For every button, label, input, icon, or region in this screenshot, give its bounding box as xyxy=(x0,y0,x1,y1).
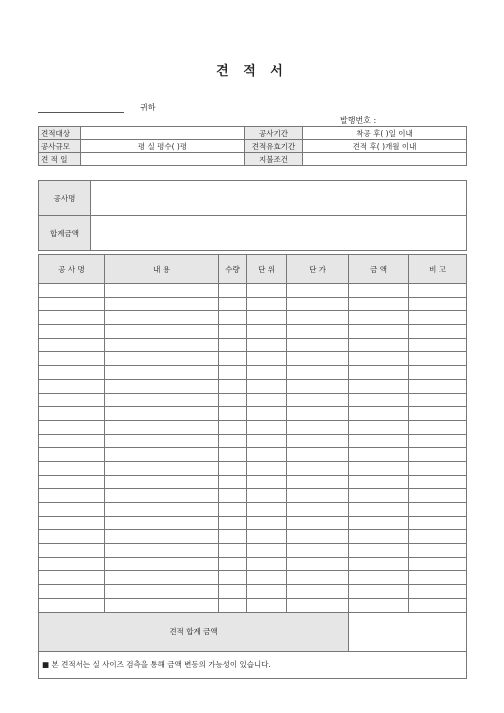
table-cell[interactable] xyxy=(39,448,105,462)
table-cell[interactable] xyxy=(409,393,467,407)
table-row xyxy=(39,379,467,393)
items-note-row xyxy=(39,651,467,678)
col-header-unit: 단 위 xyxy=(247,255,287,284)
table-cell[interactable] xyxy=(409,530,467,544)
table-cell[interactable] xyxy=(247,420,287,434)
table-cell[interactable] xyxy=(219,530,247,544)
table-cell[interactable] xyxy=(349,420,409,434)
table-cell[interactable] xyxy=(287,366,349,380)
table-cell[interactable] xyxy=(349,407,409,421)
table-cell[interactable] xyxy=(349,503,409,517)
table-cell[interactable] xyxy=(219,366,247,380)
table-cell[interactable] xyxy=(349,311,409,325)
table-cell[interactable] xyxy=(287,379,349,393)
table-cell[interactable] xyxy=(409,557,467,571)
table-cell[interactable] xyxy=(39,352,105,366)
table-cell[interactable] xyxy=(287,297,349,311)
info-value-field[interactable]: 견적 후( )개월 이내 xyxy=(303,140,467,153)
table-cell[interactable] xyxy=(247,284,287,298)
table-cell[interactable] xyxy=(287,393,349,407)
items-header-row xyxy=(39,255,467,284)
table-row xyxy=(39,530,467,544)
grand-total-label: 견적 합계 금액 xyxy=(39,612,349,651)
table-cell[interactable] xyxy=(105,284,219,298)
table-cell[interactable] xyxy=(349,585,409,599)
info-table xyxy=(38,126,467,166)
table-cell[interactable] xyxy=(247,407,287,421)
project-name-field[interactable] xyxy=(91,181,467,216)
info-value-field[interactable] xyxy=(81,127,245,140)
col-header-unit-price: 단 가 xyxy=(287,255,349,284)
table-cell[interactable] xyxy=(247,489,287,503)
table-cell[interactable] xyxy=(349,379,409,393)
table-row xyxy=(39,434,467,448)
table-cell[interactable] xyxy=(219,325,247,339)
table-row xyxy=(39,516,467,530)
table-cell[interactable] xyxy=(39,284,105,298)
table-cell[interactable] xyxy=(247,516,287,530)
table-cell[interactable] xyxy=(409,503,467,517)
table-cell[interactable] xyxy=(219,516,247,530)
table-cell[interactable] xyxy=(287,407,349,421)
table-cell[interactable] xyxy=(39,338,105,352)
table-row xyxy=(39,338,467,352)
table-cell[interactable] xyxy=(349,448,409,462)
table-cell[interactable] xyxy=(39,325,105,339)
table-cell[interactable] xyxy=(349,325,409,339)
table-cell[interactable] xyxy=(409,598,467,612)
table-cell[interactable] xyxy=(247,338,287,352)
table-cell[interactable] xyxy=(219,434,247,448)
table-cell[interactable] xyxy=(349,475,409,489)
item-rows xyxy=(39,284,467,613)
table-cell[interactable] xyxy=(409,489,467,503)
table-cell[interactable] xyxy=(105,325,219,339)
recipient-suffix: 귀하 xyxy=(140,103,156,112)
table-cell[interactable] xyxy=(39,393,105,407)
table-cell[interactable] xyxy=(219,544,247,558)
table-cell[interactable] xyxy=(287,311,349,325)
table-cell[interactable] xyxy=(39,407,105,421)
disclaimer-note: ■ 본 견적서는 실 사이즈 검측을 통해 금액 변동의 가능성이 있습니다. xyxy=(39,651,467,678)
table-cell[interactable] xyxy=(287,598,349,612)
info-row xyxy=(39,153,467,166)
table-cell[interactable] xyxy=(39,489,105,503)
table-cell[interactable] xyxy=(247,393,287,407)
table-cell[interactable] xyxy=(409,461,467,475)
table-cell[interactable] xyxy=(349,516,409,530)
table-cell[interactable] xyxy=(287,338,349,352)
table-cell[interactable] xyxy=(105,489,219,503)
table-cell[interactable] xyxy=(105,297,219,311)
table-cell[interactable] xyxy=(219,379,247,393)
table-cell[interactable] xyxy=(105,503,219,517)
table-cell[interactable] xyxy=(287,585,349,599)
table-cell[interactable] xyxy=(39,297,105,311)
table-cell[interactable] xyxy=(105,420,219,434)
table-cell[interactable] xyxy=(219,585,247,599)
table-cell[interactable] xyxy=(105,311,219,325)
table-row xyxy=(39,475,467,489)
table-cell[interactable] xyxy=(247,352,287,366)
table-row xyxy=(39,284,467,298)
table-cell[interactable] xyxy=(349,461,409,475)
table-cell[interactable] xyxy=(409,571,467,585)
table-cell[interactable] xyxy=(105,571,219,585)
table-cell[interactable] xyxy=(409,585,467,599)
table-cell[interactable] xyxy=(105,516,219,530)
table-cell[interactable] xyxy=(349,571,409,585)
table-cell[interactable] xyxy=(247,448,287,462)
table-cell[interactable] xyxy=(287,461,349,475)
table-cell[interactable] xyxy=(349,530,409,544)
total-amount-field[interactable] xyxy=(91,216,467,251)
table-cell[interactable] xyxy=(409,379,467,393)
table-row xyxy=(39,544,467,558)
table-row xyxy=(39,598,467,612)
table-cell[interactable] xyxy=(39,571,105,585)
table-cell[interactable] xyxy=(247,544,287,558)
info-row xyxy=(39,140,467,153)
col-header-content: 내 용 xyxy=(105,255,219,284)
table-cell[interactable] xyxy=(409,338,467,352)
table-cell[interactable] xyxy=(409,544,467,558)
table-cell[interactable] xyxy=(247,434,287,448)
col-header-quantity: 수량 xyxy=(219,255,247,284)
table-cell[interactable] xyxy=(219,598,247,612)
table-cell[interactable] xyxy=(349,557,409,571)
table-cell[interactable] xyxy=(409,325,467,339)
table-cell[interactable] xyxy=(349,489,409,503)
table-cell[interactable] xyxy=(247,475,287,489)
table-cell[interactable] xyxy=(105,461,219,475)
table-cell[interactable] xyxy=(39,475,105,489)
table-row xyxy=(39,448,467,462)
table-cell[interactable] xyxy=(409,311,467,325)
info-label: 공사기간 xyxy=(245,127,303,140)
table-row xyxy=(39,297,467,311)
table-cell[interactable] xyxy=(287,475,349,489)
table-cell[interactable] xyxy=(105,393,219,407)
table-cell[interactable] xyxy=(39,311,105,325)
table-cell[interactable] xyxy=(409,434,467,448)
table-cell[interactable] xyxy=(105,434,219,448)
table-cell[interactable] xyxy=(39,598,105,612)
info-value-field[interactable] xyxy=(303,153,467,166)
table-cell[interactable] xyxy=(219,503,247,517)
table-row xyxy=(39,325,467,339)
table-cell[interactable] xyxy=(409,284,467,298)
table-cell[interactable] xyxy=(39,557,105,571)
table-cell[interactable] xyxy=(105,598,219,612)
table-cell[interactable] xyxy=(219,393,247,407)
table-cell[interactable] xyxy=(105,366,219,380)
table-cell[interactable] xyxy=(349,434,409,448)
table-cell[interactable] xyxy=(105,338,219,352)
table-cell[interactable] xyxy=(287,544,349,558)
table-cell[interactable] xyxy=(287,571,349,585)
table-cell[interactable] xyxy=(409,352,467,366)
table-cell[interactable] xyxy=(349,338,409,352)
table-cell[interactable] xyxy=(39,544,105,558)
table-cell[interactable] xyxy=(39,585,105,599)
table-cell[interactable] xyxy=(39,366,105,380)
info-value-field[interactable]: 착공 후( )일 이내 xyxy=(303,127,467,140)
summary-row xyxy=(39,216,467,251)
table-cell[interactable] xyxy=(247,598,287,612)
table-cell[interactable] xyxy=(247,297,287,311)
table-cell[interactable] xyxy=(409,475,467,489)
table-cell[interactable] xyxy=(219,311,247,325)
table-cell[interactable] xyxy=(247,366,287,380)
issue-number-label: 발행번호 : xyxy=(340,116,377,125)
info-label: 견적대상 xyxy=(39,127,81,140)
items-total-row xyxy=(39,612,467,651)
table-cell[interactable] xyxy=(105,448,219,462)
table-cell[interactable] xyxy=(39,516,105,530)
table-cell[interactable] xyxy=(219,461,247,475)
table-cell[interactable] xyxy=(349,284,409,298)
table-cell[interactable] xyxy=(287,489,349,503)
table-cell[interactable] xyxy=(105,407,219,421)
table-cell[interactable] xyxy=(287,530,349,544)
info-label: 견적유효기간 xyxy=(245,140,303,153)
table-cell[interactable] xyxy=(219,297,247,311)
document-title: 견 적 서 xyxy=(216,64,288,79)
table-cell[interactable] xyxy=(247,530,287,544)
col-header-remarks: 비 고 xyxy=(409,255,467,284)
table-row xyxy=(39,461,467,475)
table-cell[interactable] xyxy=(287,448,349,462)
table-row xyxy=(39,420,467,434)
table-cell[interactable] xyxy=(39,379,105,393)
table-cell[interactable] xyxy=(247,311,287,325)
info-value-field[interactable] xyxy=(81,153,245,166)
table-row xyxy=(39,311,467,325)
col-header-amount: 금 액 xyxy=(349,255,409,284)
items-table xyxy=(38,254,467,679)
info-row xyxy=(39,127,467,140)
table-cell[interactable] xyxy=(219,475,247,489)
info-label: 공사규모 xyxy=(39,140,81,153)
info-label: 견 적 일 xyxy=(39,153,81,166)
table-cell[interactable] xyxy=(219,338,247,352)
table-cell[interactable] xyxy=(39,420,105,434)
table-cell[interactable] xyxy=(409,407,467,421)
table-cell[interactable] xyxy=(219,407,247,421)
table-cell[interactable] xyxy=(219,571,247,585)
table-row xyxy=(39,503,467,517)
info-label: 지불조건 xyxy=(245,153,303,166)
table-cell[interactable] xyxy=(247,571,287,585)
table-cell[interactable] xyxy=(349,366,409,380)
table-cell[interactable] xyxy=(409,297,467,311)
table-row xyxy=(39,407,467,421)
table-cell[interactable] xyxy=(219,352,247,366)
table-cell[interactable] xyxy=(409,366,467,380)
table-cell[interactable] xyxy=(409,420,467,434)
table-cell[interactable] xyxy=(247,325,287,339)
table-cell[interactable] xyxy=(105,544,219,558)
table-cell[interactable] xyxy=(287,516,349,530)
table-cell[interactable] xyxy=(287,420,349,434)
table-cell[interactable] xyxy=(287,325,349,339)
table-cell[interactable] xyxy=(349,598,409,612)
table-row xyxy=(39,393,467,407)
table-cell[interactable] xyxy=(105,530,219,544)
table-cell[interactable] xyxy=(105,352,219,366)
table-cell[interactable] xyxy=(105,379,219,393)
table-row xyxy=(39,366,467,380)
table-cell[interactable] xyxy=(287,503,349,517)
table-cell[interactable] xyxy=(287,284,349,298)
table-cell[interactable] xyxy=(39,434,105,448)
table-row xyxy=(39,585,467,599)
table-cell[interactable] xyxy=(349,352,409,366)
table-cell[interactable] xyxy=(409,516,467,530)
table-cell[interactable] xyxy=(349,393,409,407)
table-cell[interactable] xyxy=(349,544,409,558)
info-value-field[interactable]: 평 실 평수( )평 xyxy=(81,140,245,153)
table-row xyxy=(39,352,467,366)
table-cell[interactable] xyxy=(287,352,349,366)
project-name-label: 공사명 xyxy=(39,181,91,216)
table-row xyxy=(39,571,467,585)
total-amount-label: 합계금액 xyxy=(39,216,91,251)
table-cell[interactable] xyxy=(247,557,287,571)
table-cell[interactable] xyxy=(219,489,247,503)
table-cell[interactable] xyxy=(247,585,287,599)
table-cell[interactable] xyxy=(287,557,349,571)
table-cell[interactable] xyxy=(247,379,287,393)
table-cell[interactable] xyxy=(39,461,105,475)
table-cell[interactable] xyxy=(105,475,219,489)
table-cell[interactable] xyxy=(219,420,247,434)
table-cell[interactable] xyxy=(287,434,349,448)
recipient-blank[interactable] xyxy=(38,112,124,113)
summary-table xyxy=(38,180,467,251)
table-cell[interactable] xyxy=(409,448,467,462)
table-cell[interactable] xyxy=(39,503,105,517)
table-cell[interactable] xyxy=(247,461,287,475)
table-cell[interactable] xyxy=(219,557,247,571)
col-header-project: 공 사 명 xyxy=(39,255,105,284)
table-cell[interactable] xyxy=(349,297,409,311)
table-row xyxy=(39,489,467,503)
table-cell[interactable] xyxy=(105,585,219,599)
table-row xyxy=(39,557,467,571)
table-cell[interactable] xyxy=(219,448,247,462)
table-cell[interactable] xyxy=(247,503,287,517)
table-cell[interactable] xyxy=(105,557,219,571)
summary-row xyxy=(39,181,467,216)
table-cell[interactable] xyxy=(39,530,105,544)
grand-total-field[interactable] xyxy=(349,612,467,651)
table-cell[interactable] xyxy=(219,284,247,298)
